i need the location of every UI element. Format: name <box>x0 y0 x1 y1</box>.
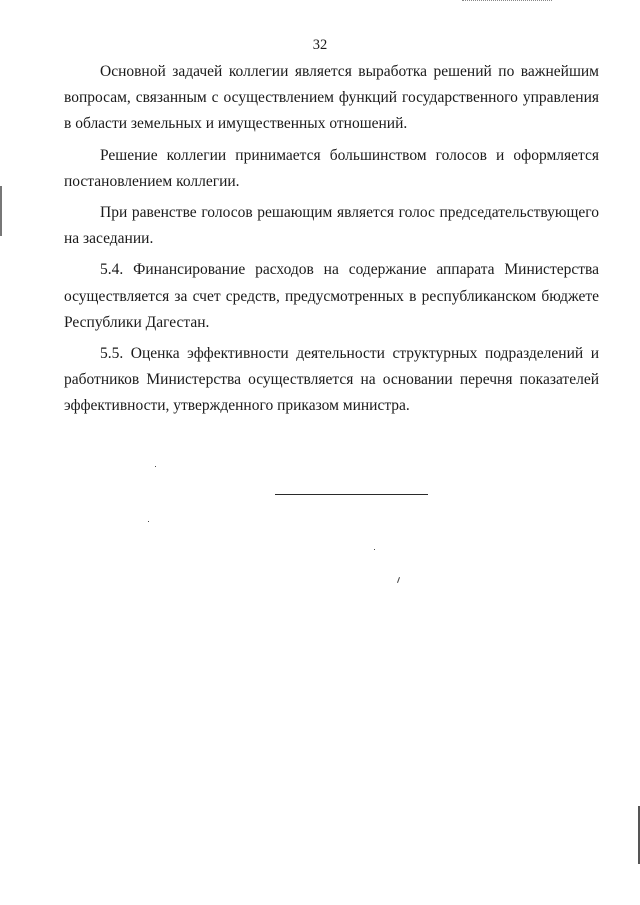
left-edge-mark <box>0 186 2 236</box>
scan-speck <box>374 549 375 550</box>
end-separator-line <box>275 494 428 495</box>
document-body <box>64 59 599 425</box>
paragraph-tie-vote: При равенстве голосов решающим является голос председательствующего на заседании. <box>64 204 599 248</box>
paragraph-collegium-task: Основной задачей коллегии является выработка решений по важнейшим вопросам, связанным с осуществлением функций государственного управления в области земельных и имущественных отношений. <box>64 63 599 133</box>
page-number: 32 <box>312 37 328 53</box>
scan-speck <box>148 521 149 522</box>
paragraph-section-5-5: 5.5. Оценка эффективности деятельности структурных подразделений и работников Министерства осуществляется на основании перечня показателей эффективности, утвержденного приказом министра. <box>64 345 599 415</box>
paragraph-collegium-decision: Решение коллегии принимается большинством голосов и оформляется постановлением коллегии. <box>64 146 599 190</box>
paragraph-section-5-4: 5.4. Финансирование расходов на содержание аппарата Министерства осуществляется за счет средств, предусмотренных в республиканском бюджете Республики Дагестан. <box>64 261 599 331</box>
top-edge-mark <box>462 0 552 2</box>
scan-speck <box>397 577 400 583</box>
scan-speck <box>155 466 156 467</box>
